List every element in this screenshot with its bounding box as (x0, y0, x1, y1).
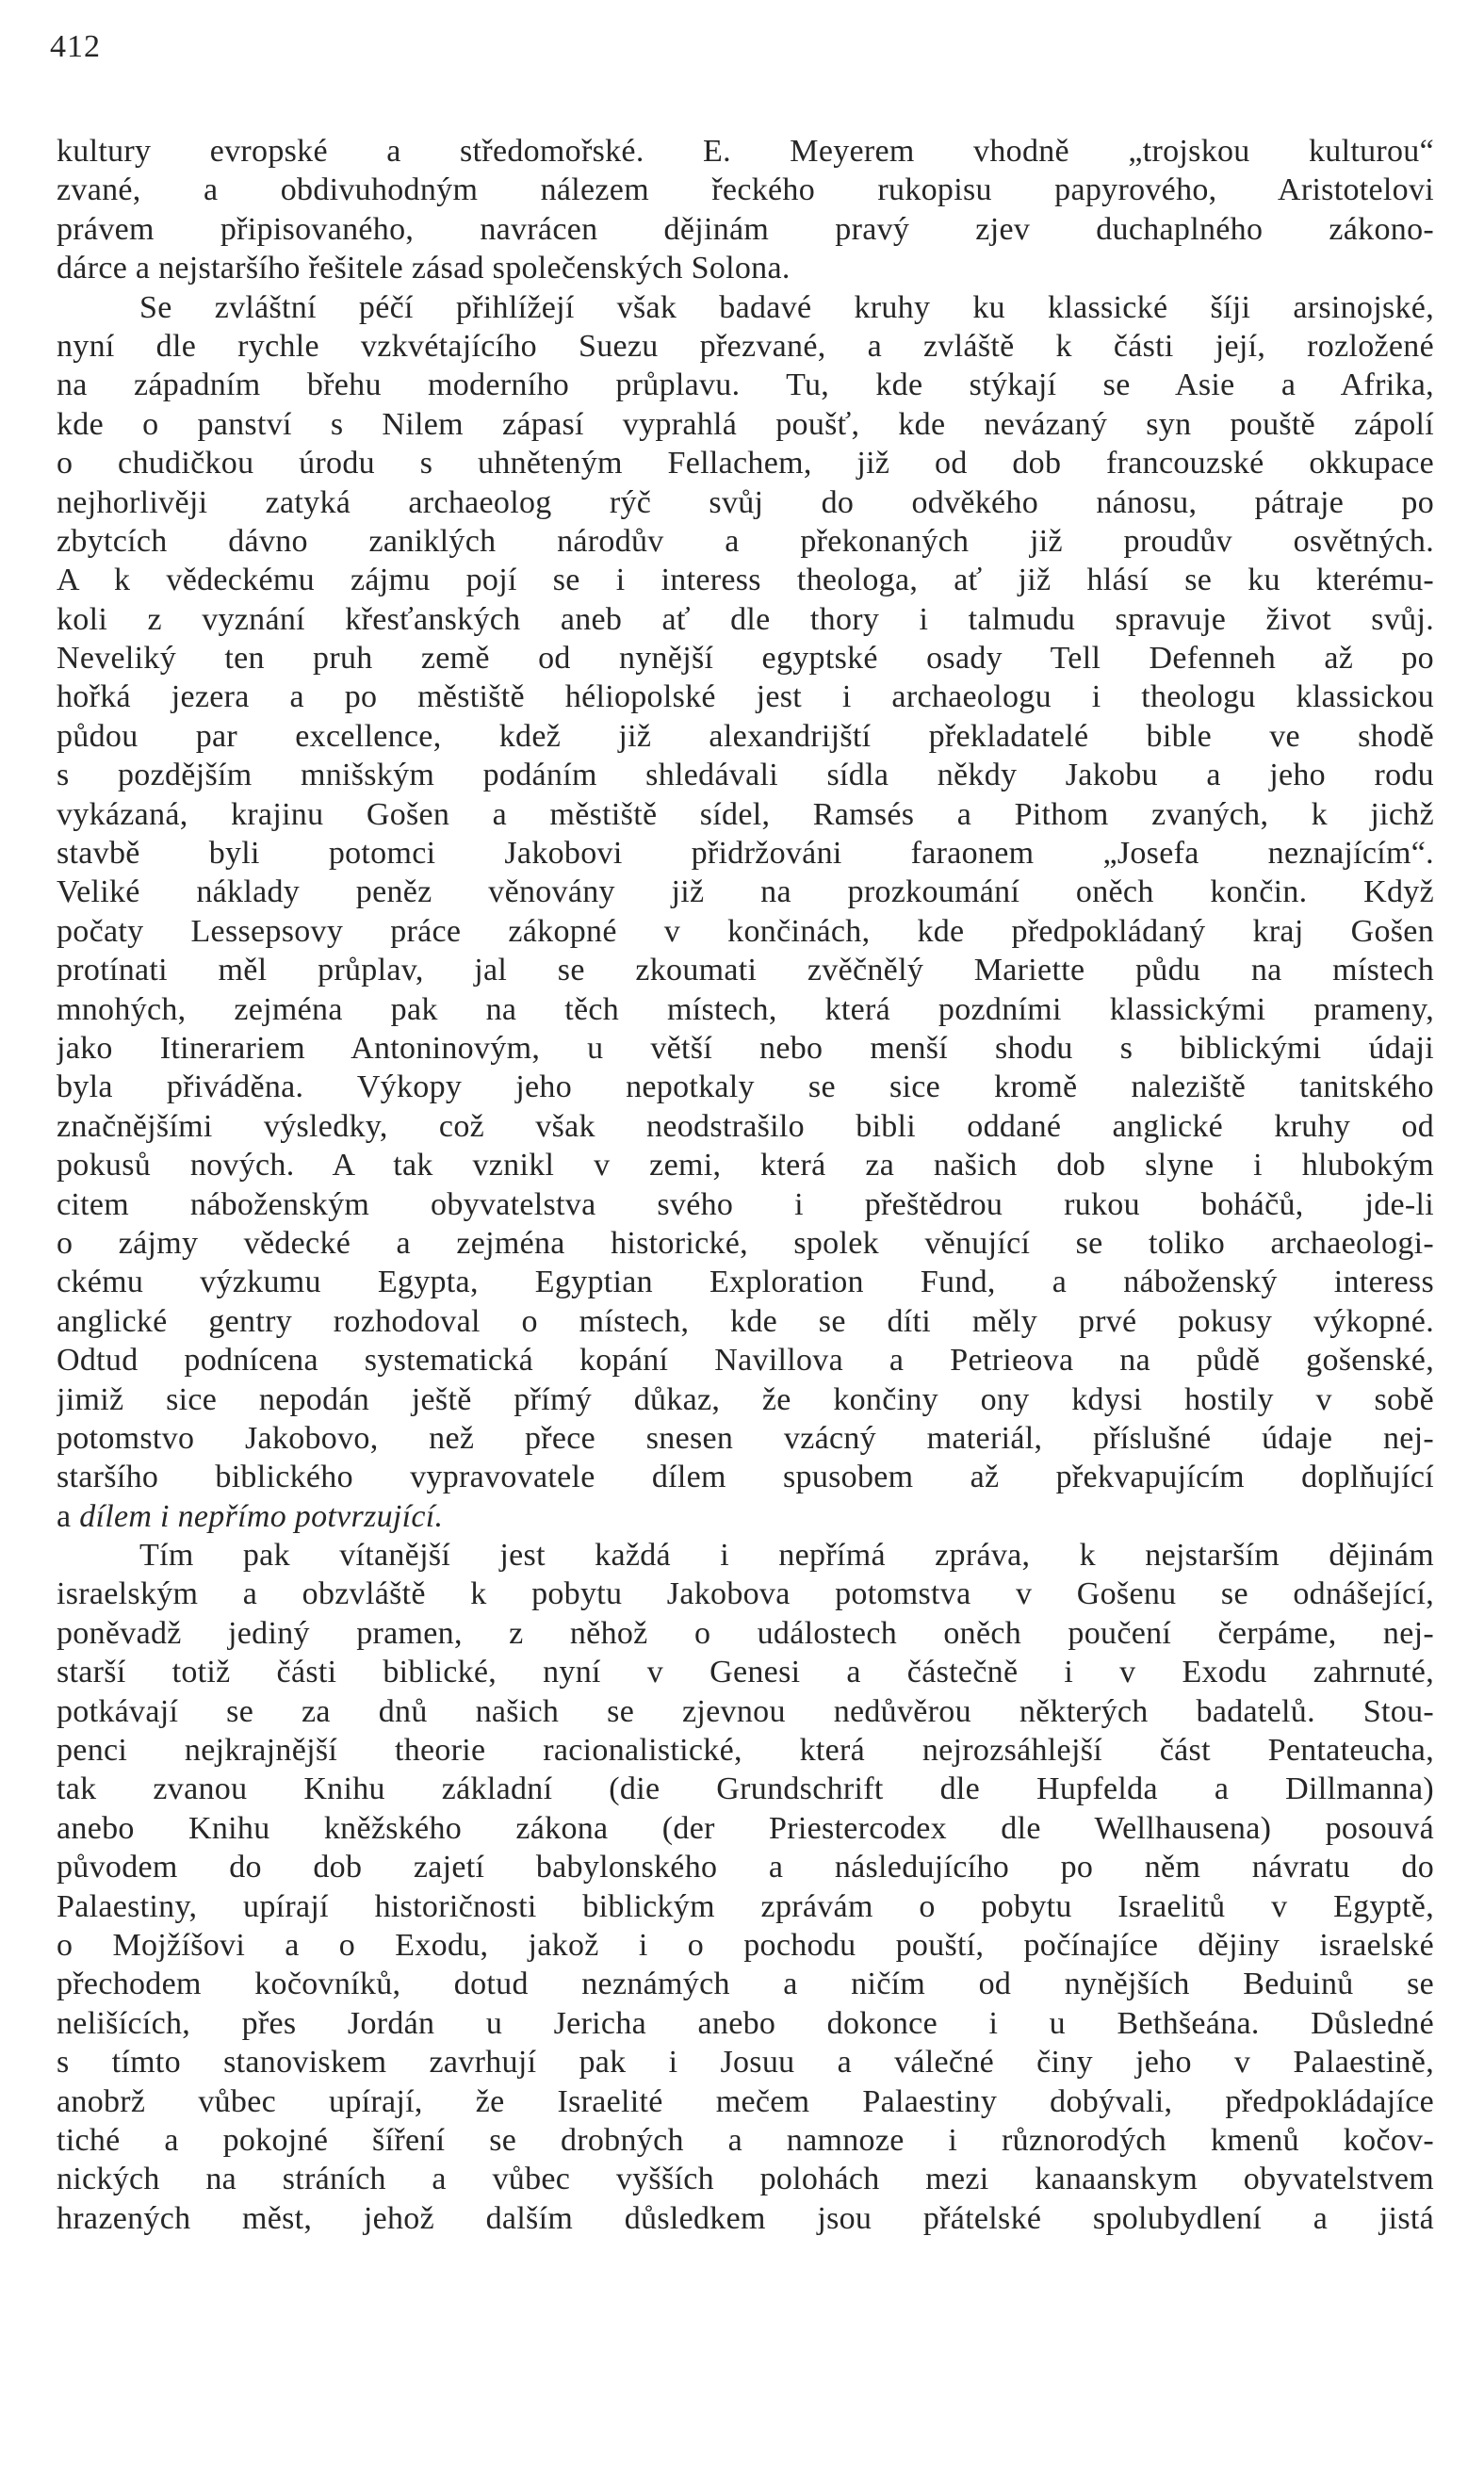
text-line: právem připisovaného, navrácen dějinám pravý zjev duchaplného zákono- (57, 211, 1434, 247)
text-line: ckému výzkumu Egypta, Egyptian Exploration Fund, a náboženský interess (57, 1265, 1434, 1300)
text-line: stavbě byli potomci Jakobovi přidržováni faraonem „Josefa neznajícím“. (57, 836, 1434, 872)
text-line: nických na stráních a vůbec vyšších polohách mezi kanaanskym obyvatelstvem (57, 2162, 1434, 2197)
text-line: potkávají se za dnů našich se zjevnou nedůvěrou některých badatelů. Stou- (57, 1693, 1434, 1729)
text-line: a dílem i nepřímo potvrzující. (57, 1498, 444, 1534)
text-line: půdou par excellence, kdež již alexandrijští překladatelé bible ve shodě (57, 718, 1434, 754)
text-line: anobrž vůbec upírají, že Israelité mečem Palaestiny dobývali, předpokládajíce (57, 2083, 1434, 2119)
text-line: byla přiváděna. Výkopy jeho nepotkaly se sice kromě naleziště tanitského (57, 1069, 1434, 1105)
text-line: o zájmy vědecké a zejména historické, spolek věnující se toliko archaeologi- (57, 1225, 1434, 1261)
text-line: anebo Knihu kněžského zákona (der Priestercodex dle Wellhausena) posouvá (57, 1810, 1434, 1846)
text-line: tak zvanou Knihu základní (die Grundschrift dle Hupfelda a Dillmanna) (57, 1771, 1434, 1807)
text-line: o Mojžíšovi a o Exodu, jakož i o pochodu pouští, počínajíce dějiny israelské (57, 1927, 1434, 1963)
text-line: starší totiž části biblické, nyní v Genesi a částečně i v Exodu zahrnuté, (57, 1655, 1434, 1690)
text-line: hrazených měst, jehož dalším důsledkem jsou přátelské spolubydlení a jistá (57, 2200, 1434, 2236)
text-line: značnějšími výsledky, což však neodstrašilo bibli oddané anglické kruhy od (57, 1108, 1434, 1144)
text-line: kultury evropské a středomořské. E. Meyerem vhodně „trojskou kulturou“ (57, 134, 1434, 169)
text-line: Veliké náklady peněz věnovány již na prozkoumání oněch končin. Když (57, 874, 1434, 910)
text-line: zbytcích dávno zaniklých národův a překonaných již proudův osvětných. (57, 523, 1434, 559)
text-line: protínati měl průplav, jal se zkoumati zvěčnělý Mariette půdu na místech (57, 953, 1434, 988)
text-line: poněvadž jediný pramen, z něhož o událostech oněch poučení čerpáme, nej- (57, 1615, 1434, 1651)
text-line: Se zvláštní péčí přihlížejí však badavé kruhy ku klassické šíji arsinojské, (139, 289, 1434, 325)
text-line: vykázaná, krajinu Gošen a městiště sídel, Ramsés a Pithom zvaných, k jichž (57, 796, 1434, 832)
text-line: jako Itinerariem Antoninovým, u větší nebo menší shodu s biblickými údaji (57, 1030, 1434, 1066)
text-line: kde o panství s Nilem zápasí vyprahlá poušť, kde nevázaný syn pouště zápolí (57, 406, 1434, 442)
text-line: nejhorlivěji zatyká archaeolog rýč svůj do odvěkého nánosu, pátraje po (57, 484, 1434, 520)
text-line: o chudičkou úrodu s uhněteným Fellachem, již od dob francouzské okkupace (57, 446, 1434, 482)
text-line: staršího biblického vypravovatele dílem spusobem až překvapujícím doplňující (57, 1460, 1434, 1495)
body-text (57, 132, 1434, 2238)
text-line: přechodem kočovníků, dotud neznámých a ničím od nynějších Beduinů se (57, 1967, 1434, 2002)
text-line: původem do dob zajetí babylonského a následujícího po něm návratu do (57, 1850, 1434, 1885)
text-line: mnohých, zejména pak na těch místech, která pozdními klassickými prameny, (57, 991, 1434, 1027)
text-line: Tím pak vítanější jest každá i nepřímá zpráva, k nejstarším dějinám (139, 1538, 1434, 1574)
text-line: nyní dle rychle vzkvétajícího Suezu přezvané, a zvláště k části její, rozložené (57, 328, 1434, 364)
text-line: s tímto stanoviskem zavrhují pak i Josuu a válečné činy jeho v Palaestině, (57, 2045, 1434, 2081)
page-number: 412 (50, 29, 101, 64)
text-line: koli z vyznání křesťanských aneb ať dle thory i talmudu spravuje život svůj. (57, 601, 1434, 637)
text-line: anglické gentry rozhodoval o místech, kde se díti měly prvé pokusy výkopné. (57, 1303, 1434, 1339)
text-line: Odtud podnícena systematická kopání Navillova a Petrieova na půdě gošenské, (57, 1343, 1434, 1379)
text-line: hořká jezera a po městiště héliopolské jest i archaeologu i theologu klassickou (57, 679, 1434, 715)
text-line: tiché a pokojné šíření se drobných a namnoze i různorodých kmenů kočov- (57, 2122, 1434, 2158)
text-line: jimiž sice nepodán ještě přímý důkaz, že končiny ony kdysi hostily v sobě (57, 1381, 1434, 1417)
text-line: pokusů nových. A tak vznikl v zemi, která za našich dob slyne i hlubokým (57, 1148, 1434, 1183)
text-line: na západním břehu moderního průplavu. Tu, kde stýkají se Asie a Afrika, (57, 367, 1434, 403)
text-line: Neveliký ten pruh země od nynější egyptské osady Tell Defenneh až po (57, 641, 1434, 677)
text-line: Palaestiny, upírají historičnosti biblickým zprávám o pobytu Israelitů v Egyptě, (57, 1888, 1434, 1924)
text-line: dárce a nejstaršího řešitele zásad společenských Solona. (57, 251, 791, 286)
italic-phrase: dílem i nepřímo potvrzující. (79, 1498, 444, 1534)
text-line: penci nejkrajnější theorie racionalistické, která nejrozsáhlejší část Pentateucha, (57, 1733, 1434, 1769)
text-line: zvané, a obdivuhodným nálezem řeckého rukopisu papyrového, Aristotelovi (57, 172, 1434, 208)
text-line: israelským a obzvláště k pobytu Jakobova potomstva v Gošenu se odnášející, (57, 1576, 1434, 1612)
text-line: A k vědeckému zájmu pojí se i interess theologa, ať již hlásí se ku kterému- (57, 563, 1434, 598)
text-line: počaty Lessepsovy práce zákopné v končinách, kde předpokládaný kraj Gošen (57, 913, 1434, 949)
text-line: potomstvo Jakobovo, než přece snesen vzácný materiál, příslušné údaje nej- (57, 1420, 1434, 1456)
text-line: s pozdějším mnišským podáním shledávali sídla někdy Jakobu a jeho rodu (57, 758, 1434, 793)
text-line: nelišících, přes Jordán u Jericha anebo dokonce i u Bethšeána. Důsledné (57, 2005, 1434, 2041)
text-line: citem náboženským obyvatelstva svého i přeštědrou rukou boháčů, jde-li (57, 1186, 1434, 1222)
